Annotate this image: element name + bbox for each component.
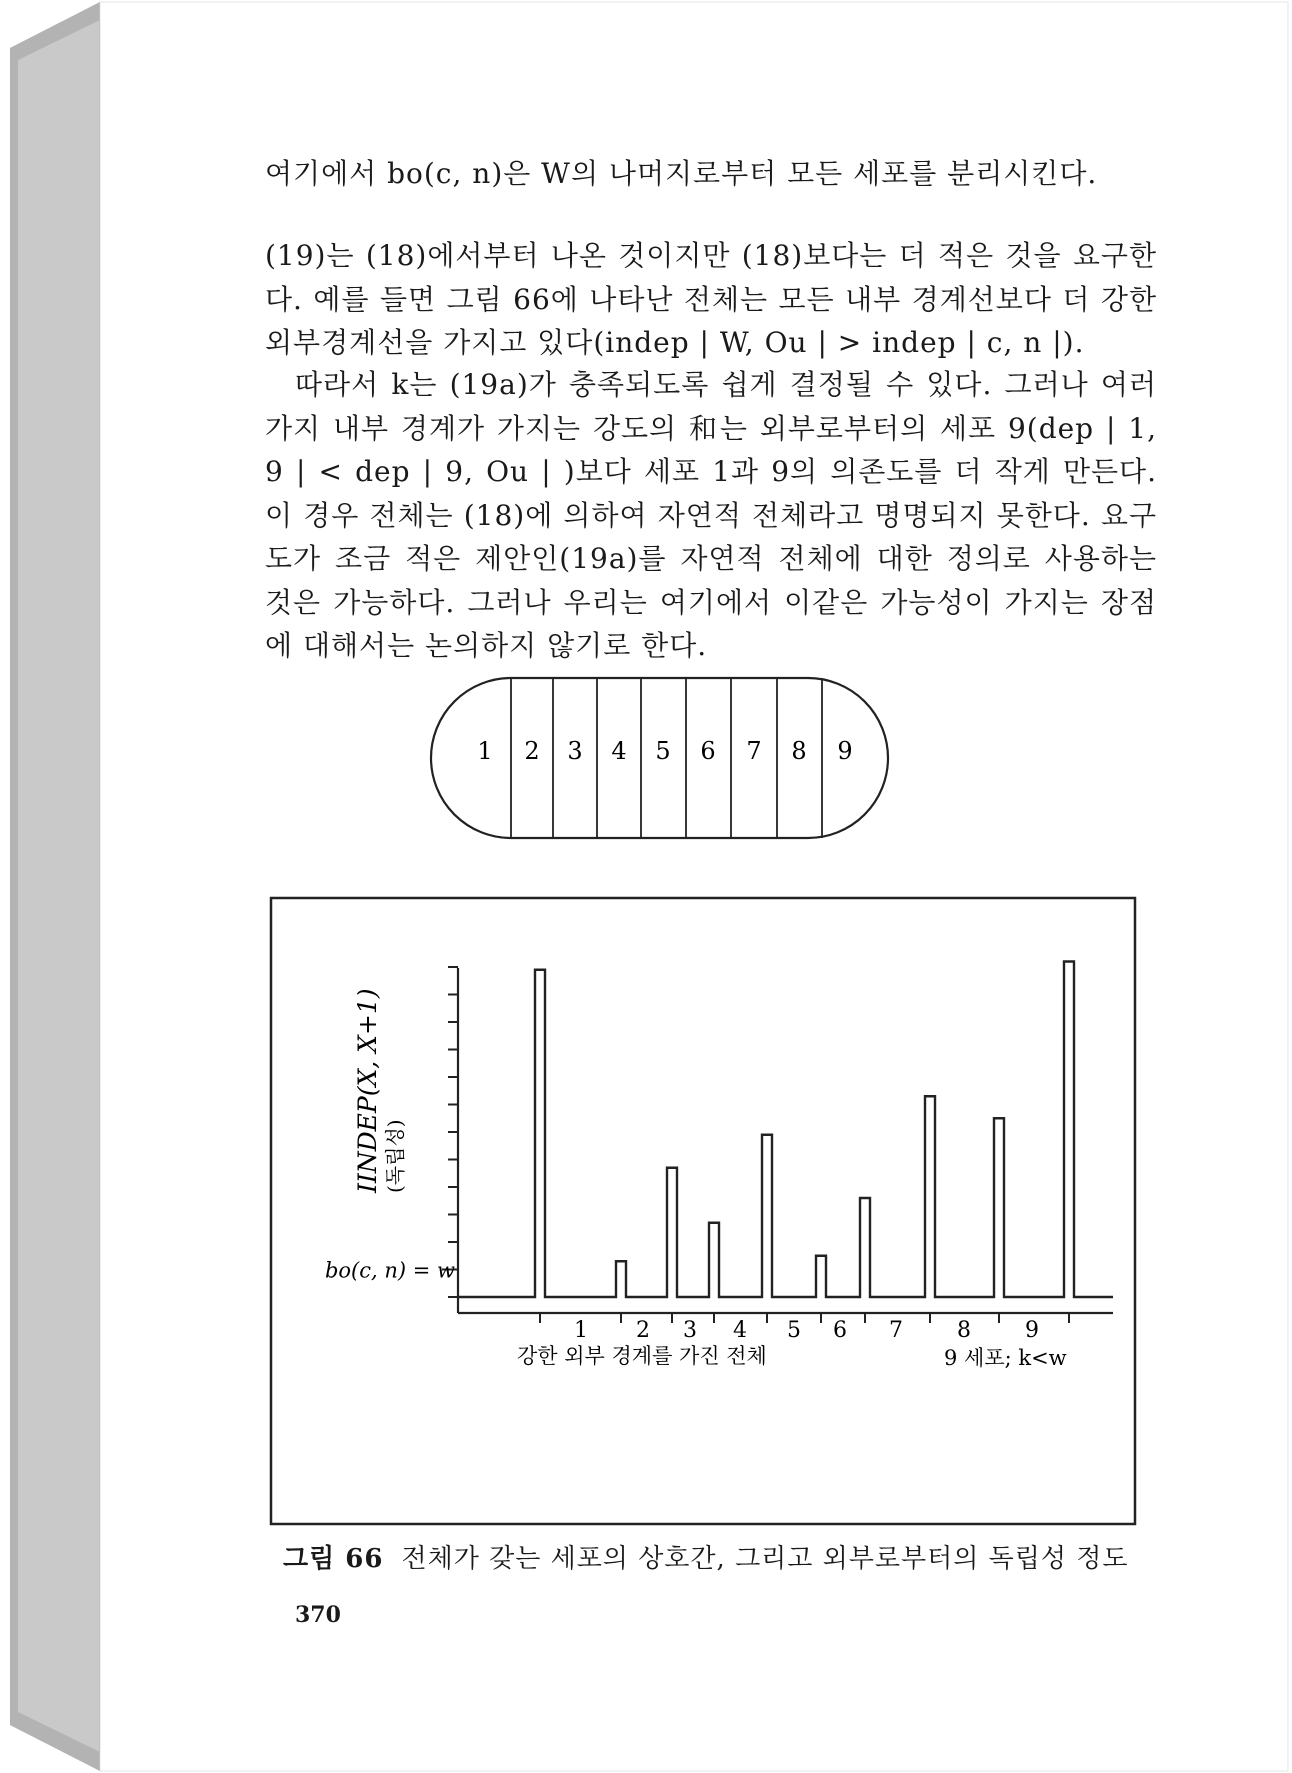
x-category-label: 2 [636, 1318, 650, 1343]
x-label-right: 9 세포; k<w [944, 1346, 1067, 1370]
figure-caption [283, 1538, 1129, 1575]
x-category-label: 3 [683, 1318, 697, 1343]
figure-caption-text: 전체가 갖는 세포의 상호간, 그리고 외부로부터의 독립성 정도 [401, 1544, 1129, 1574]
cell-label: 2 [524, 737, 540, 765]
cell-label: 7 [746, 737, 762, 765]
paragraph-1 [265, 234, 1157, 365]
bar-outer-left [535, 970, 545, 1297]
page-number: 370 [295, 1602, 341, 1628]
cell-label: 9 [837, 737, 853, 765]
x-category-label: 5 [787, 1318, 801, 1343]
bar-3|4 [709, 1223, 719, 1297]
bar-2|3 [667, 1168, 677, 1297]
book-spine [10, 2, 100, 1771]
reference-line-label: bo(c, n) = w [324, 1258, 455, 1283]
chart-frame [271, 898, 1135, 1524]
bar-6|7 [860, 1198, 870, 1297]
x-category-label: 6 [833, 1318, 847, 1343]
cell-label: 1 [477, 737, 493, 765]
bar-4|5 [762, 1135, 772, 1297]
y-axis-label: IINDEP(X, X+1) [353, 988, 382, 1193]
bar-7|8 [925, 1096, 935, 1297]
bar-5|6 [816, 1256, 826, 1297]
bar-8|9 [994, 1118, 1004, 1297]
bar-outer-right [1064, 962, 1074, 1298]
cell-label: 3 [567, 737, 583, 765]
x-category-label: 8 [957, 1318, 971, 1343]
cell-label: 4 [611, 737, 627, 765]
x-category-label: 7 [889, 1318, 903, 1343]
cell-label: 6 [700, 737, 716, 765]
top-line: 여기에서 bo(c, n)은 W의 나머지로부터 모든 세포를 분리시킨다. [265, 157, 1098, 190]
x-category-label: 1 [574, 1318, 588, 1343]
x-category-label: 4 [733, 1318, 747, 1343]
x-category-label: 9 [1025, 1318, 1039, 1343]
cell-label: 5 [655, 737, 671, 765]
bar-1|2 [616, 1261, 626, 1297]
cell-label: 8 [791, 737, 807, 765]
x-label-left: 강한 외부 경계를 가진 전체 [517, 1344, 767, 1368]
figure-label: 그림 66 [283, 1544, 384, 1574]
y-axis-sublabel: (독립성) [383, 1119, 407, 1193]
paragraph-1-text: (19)는 (18)에서부터 나온 것이지만 (18)보다는 더 적은 것을 요구한다. 예를 들면 그림 66에 나타난 전체는 모든 내부 경계선보다 더 강한 외부경계선을 가지고 있다(indep | W, Ou | > indep | c, n |). [265, 239, 1157, 359]
paragraph-2: 따라서 k는 (19a)가 충족되도록 쉽게 결정될 수 있다. 그러나 여러 가지 내부 경계가 가지는 강도의 和는 외부로부터의 세포 9(dep | 1, 9 | < dep | 9, Ou | )보다 세포 1과 9의 의존도를 더 작게 만든다. 이 경우 전체는 (18)에 의하여 자연적 전체라고 명명되지 못한다. 요구도가 조금 적은 제안인(19a)를 자연적 전체에 대한 정의로 사용하는 것은 가능하다. 그러나 우리는 여기에서 이같은 가능성이 가지는 장점에 대해서는 논의하지 않기로 한다. [265, 368, 1157, 662]
